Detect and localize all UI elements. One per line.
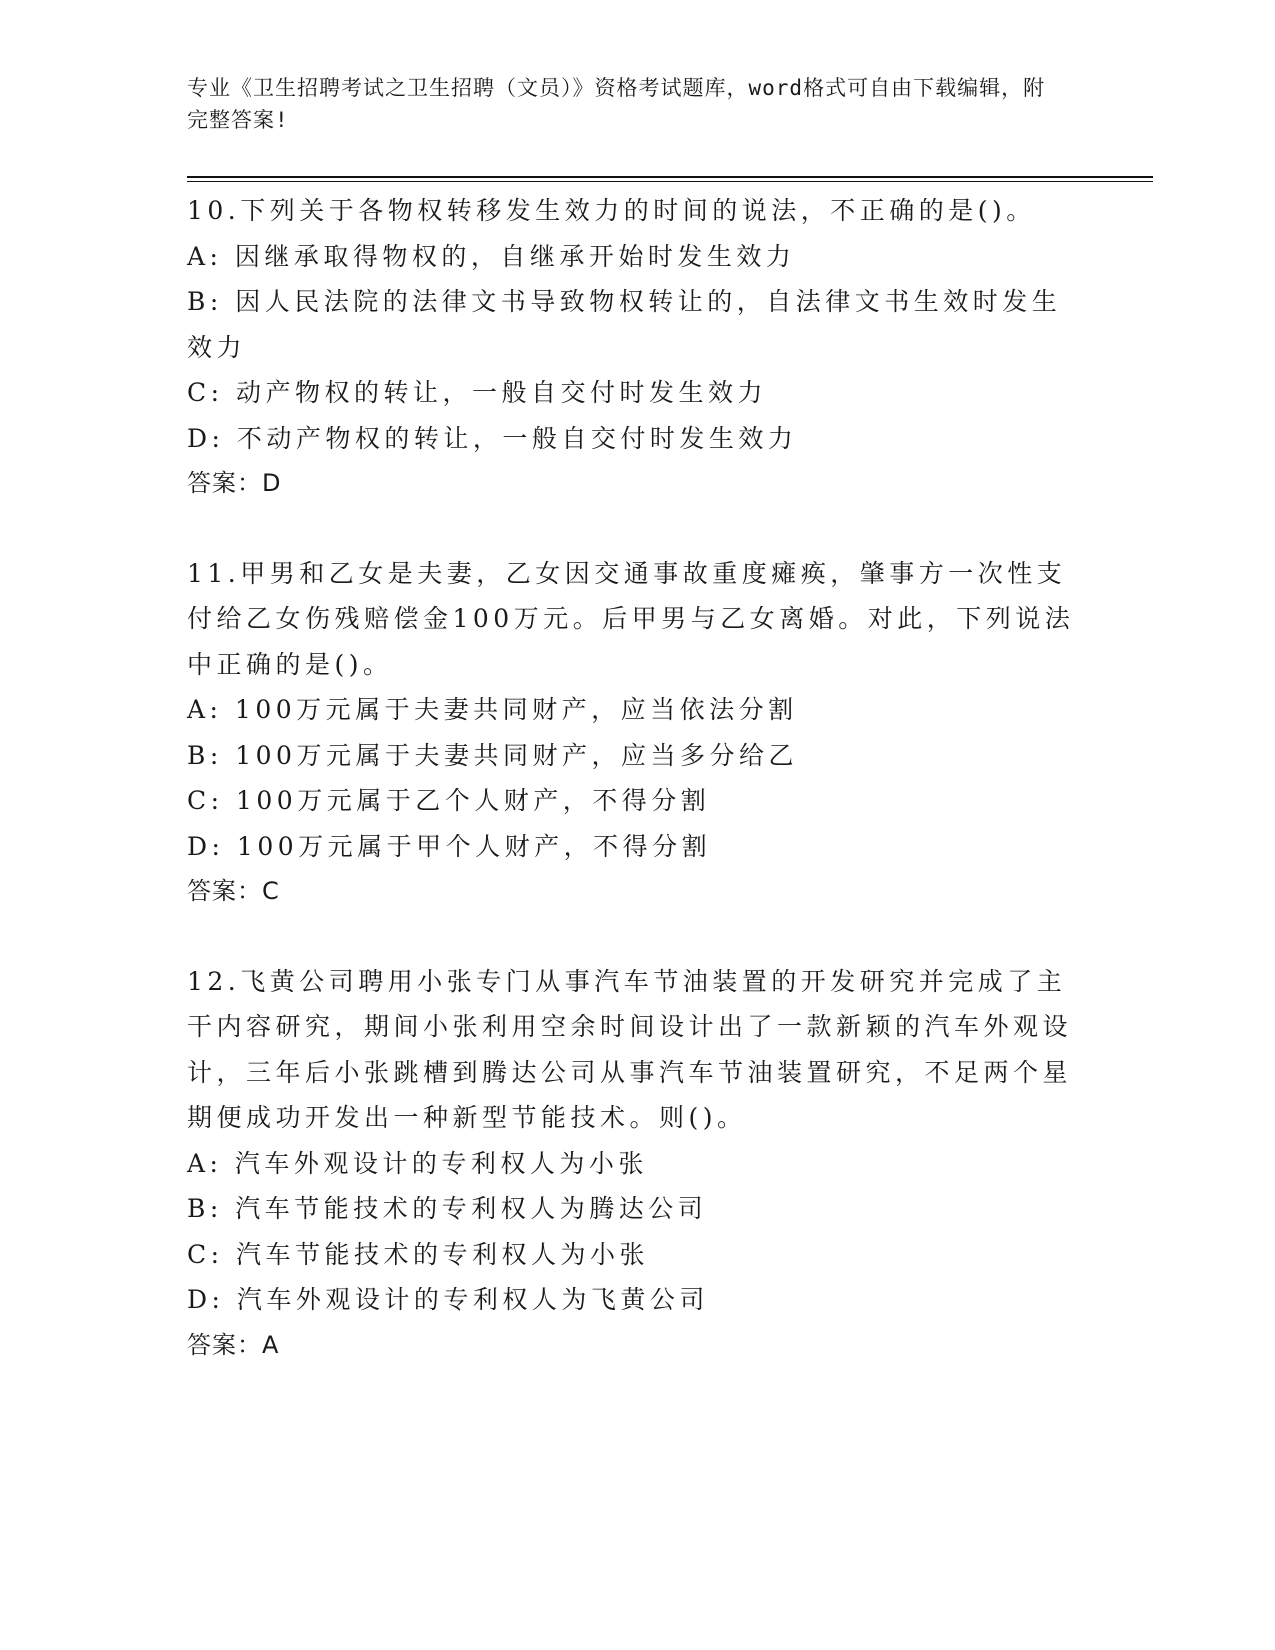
- answer: 答案：D: [187, 469, 282, 497]
- option-a: A: 因继承取得物权的，自继承开始时发生效力: [187, 241, 796, 271]
- question-stem: 10.下列关于各物权转移发生效力的时间的说法，不正确的是()。: [187, 196, 1036, 225]
- header-rule-thin: [187, 181, 1153, 182]
- question-list: [187, 188, 1087, 1412]
- question-10: [187, 188, 1087, 507]
- option-c: C: 100万元属于乙个人财产，不得分割: [187, 786, 711, 815]
- option-d: D: 汽车外观设计的专利权人为飞黄公司: [187, 1285, 709, 1314]
- header-rule-thick: [187, 176, 1153, 178]
- document-header: 专业《卫生招聘考试之卫生招聘（文员）》资格考试题库，word格式可自由下载编辑，附完整答案!: [187, 76, 1046, 132]
- option-a: A: 汽车外观设计的专利权人为小张: [187, 1148, 648, 1178]
- option-d: D: 不动产物权的转让，一般自交付时发生效力: [187, 423, 798, 453]
- option-d: D: 100万元属于甲个人财产，不得分割: [187, 831, 712, 861]
- option-c: C: 动产物权的转让，一般自交付时发生效力: [187, 378, 767, 407]
- option-a: A: 100万元属于夫妻共同财产，应当依法分割: [187, 695, 798, 724]
- option-b: B: 100万元属于夫妻共同财产，应当多分给乙: [187, 740, 798, 770]
- question-stem: 11.甲男和乙女是夫妻，乙女因交通事故重度瘫痪，肇事方一次性支付给乙女伤残赔偿金100万元。后甲男与乙女离婚。对此，下列说法中正确的是()。: [187, 558, 1075, 679]
- option-b: B: 汽车节能技术的专利权人为腾达公司: [187, 1194, 708, 1223]
- question-11: [187, 551, 1087, 915]
- question-stem: 12.飞黄公司聘用小张专门从事汽车节油装置的开发研究并完成了主干内容研究，期间小张利用空余时间设计出了一款新颖的汽车外观设计，三年后小张跳槽到腾达公司从事汽车节油装置研究，不足两个星期便成功开发出一种新型节能技术。则()。: [187, 966, 1073, 1132]
- question-12: [187, 959, 1087, 1369]
- option-b: B: 因人民法院的法律文书导致物权转让的，自法律文书生效时发生效力: [187, 287, 1062, 362]
- answer: 答案：A: [187, 1330, 280, 1359]
- option-c: C: 汽车节能技术的专利权人为小张: [187, 1239, 649, 1269]
- answer: 答案：C: [187, 877, 280, 905]
